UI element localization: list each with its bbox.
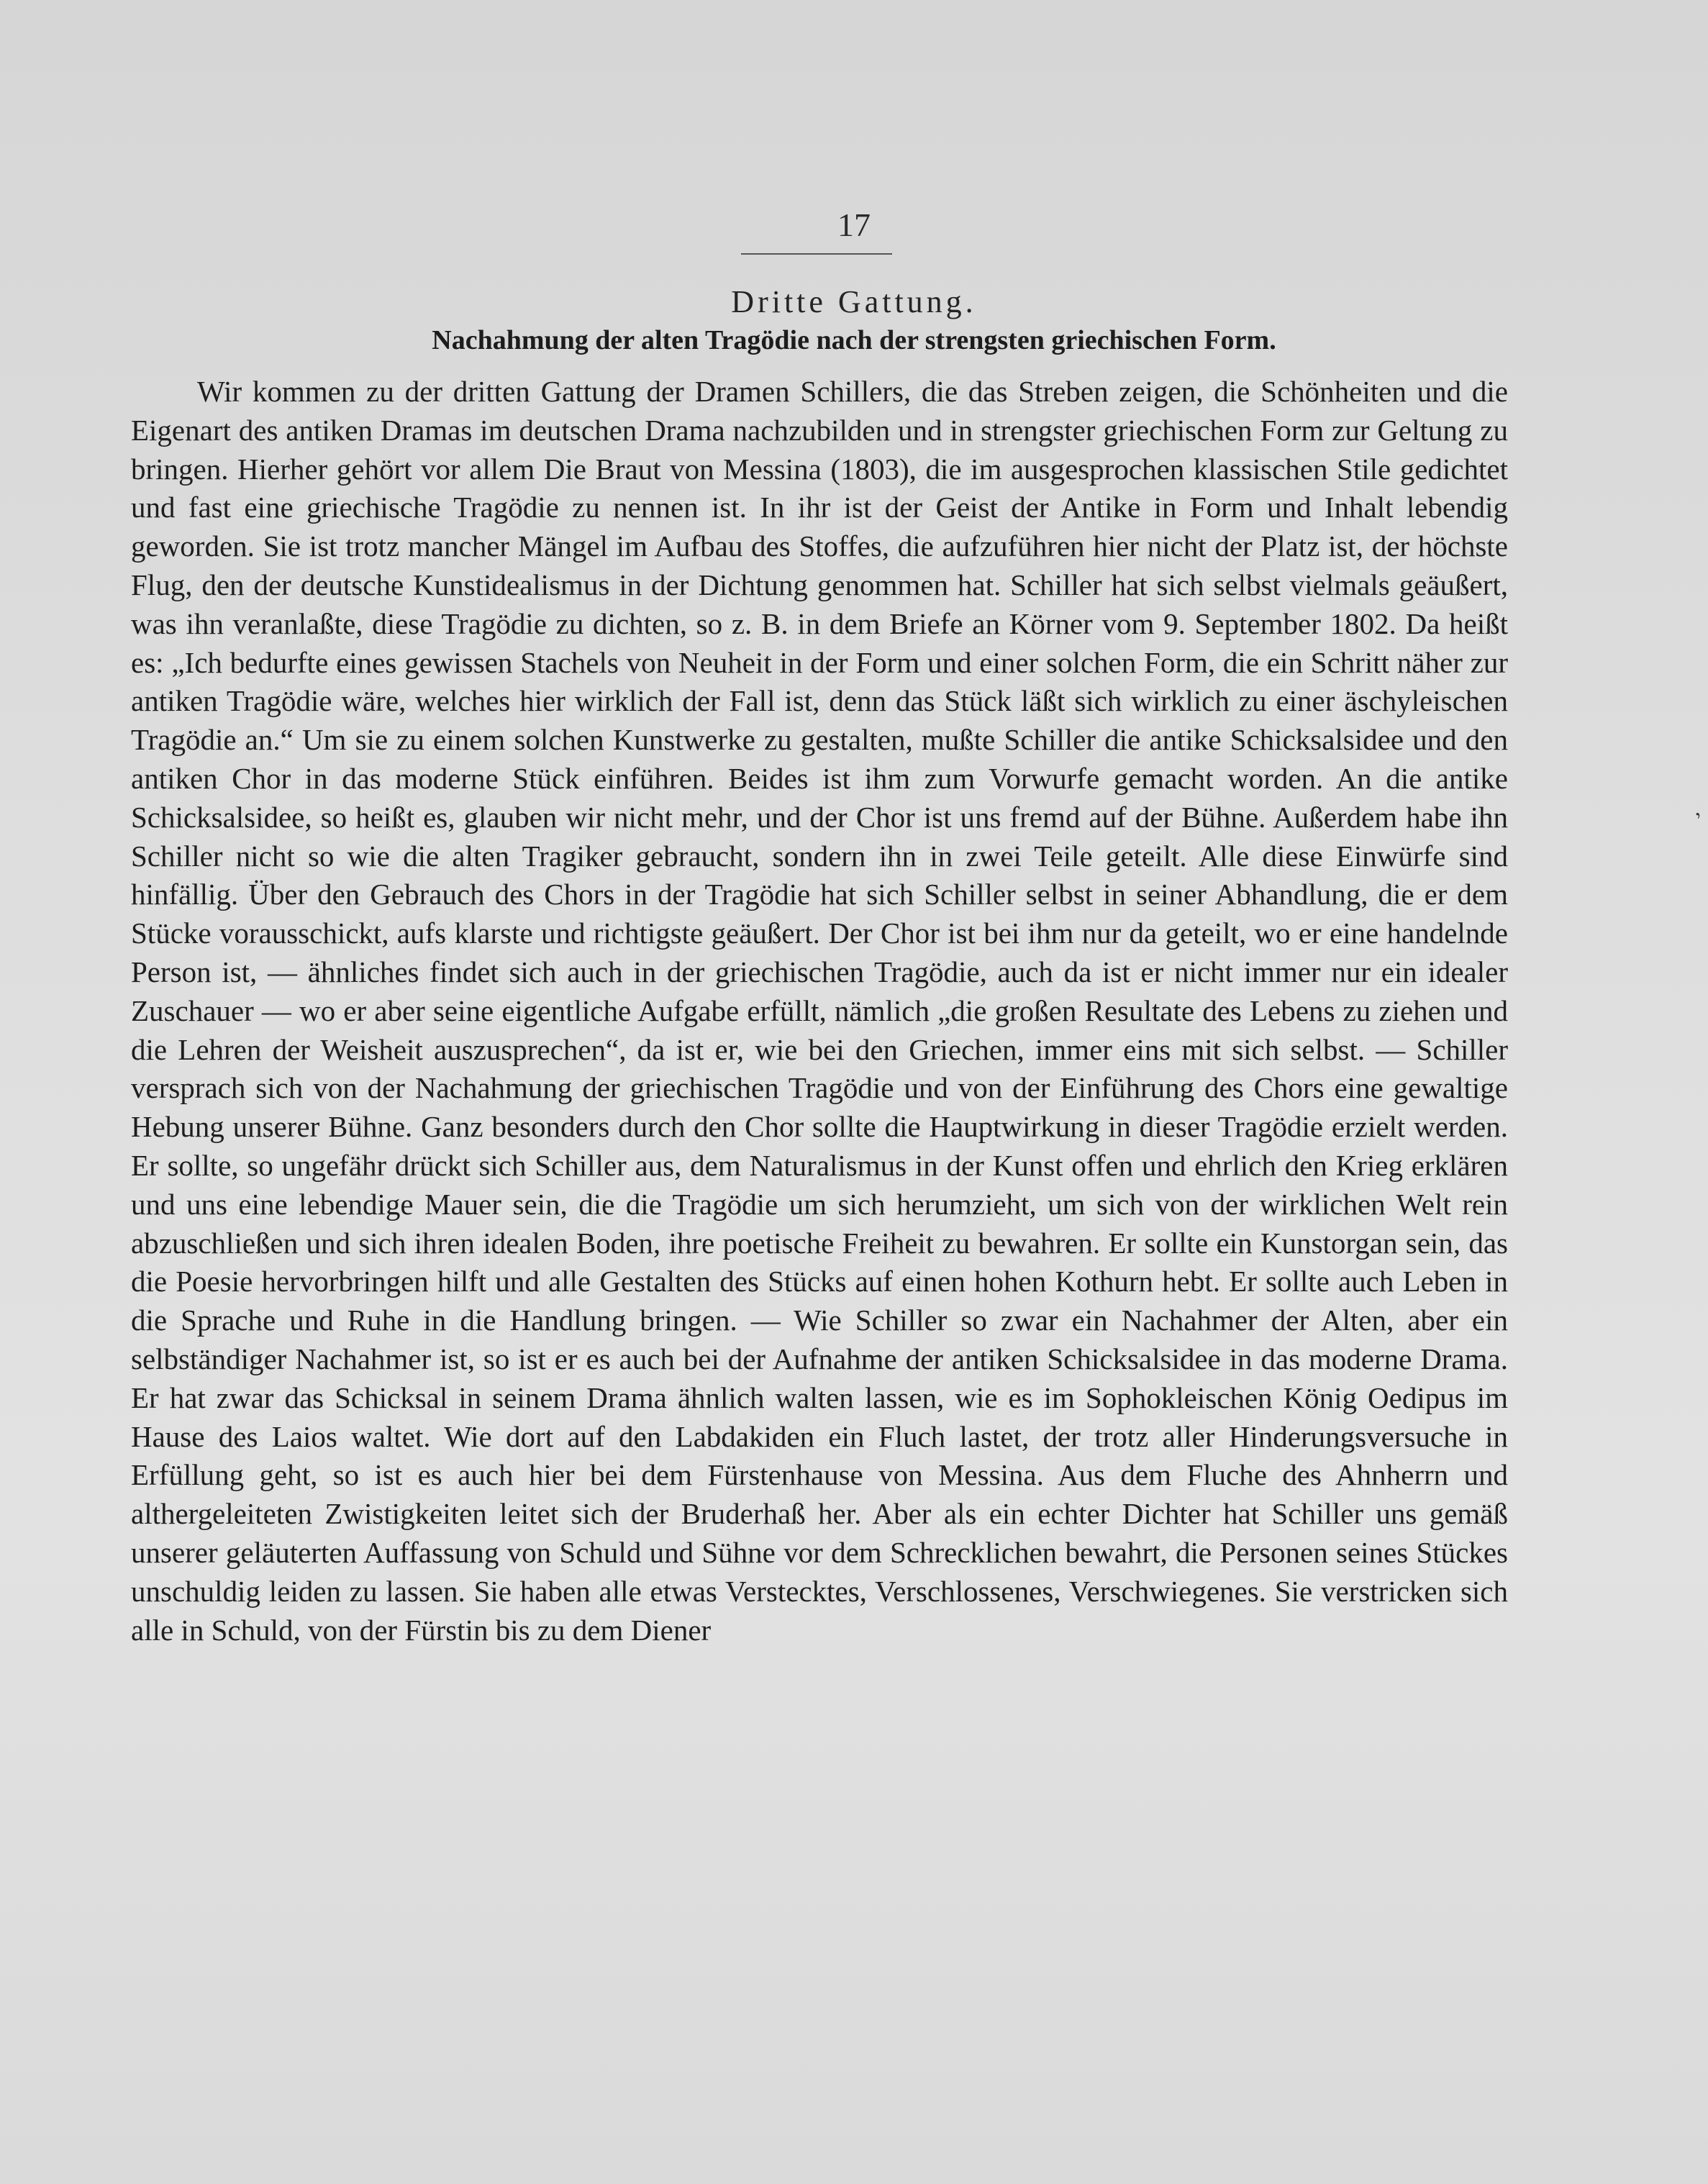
page-number-rule [741, 253, 892, 255]
body-paragraph: Wir kommen zu der dritten Gattung der Dramen Schillers, die das Streben zeigen, die Schönheiten und die Eigenart des antiken Dramas im deutschen Drama nachzubilden und in strengster griechischen Form zur Geltung zu bringen. Hierher gehört vor allem Die Braut von Messina (1803), die im ausgesprochen klassischen Stile gedichtet und fast eine griechische Tragödie zu nennen ist. In ihr ist der Geist der Antike in Form und Inhalt lebendig geworden. Sie ist trotz mancher Mängel im Aufbau des Stoffes, die aufzuführen hier nicht der Platz ist, der höchste Flug, den der deutsche Kunstidealismus in der Dichtung genommen hat. Schiller hat sich selbst vielmals geäußert, was ihn veranlaßte, diese Tragödie zu dichten, so z. B. in dem Briefe an Körner vom 9. September 1802. Da heißt es: „Ich bedurfte eines gewissen Stachels von Neuheit in der Form und einer solchen Form, die ein Schritt näher zur antiken Tragödie wäre, welches hier wirklich der Fall ist, denn das Stück läßt sich wirklich zu einer äschyleischen Tragödie an.“ Um sie zu einem solchen Kunstwerke zu gestalten, mußte Schiller die antike Schicksalsidee und den antiken Chor in das moderne Stück einführen. Beides ist ihm zum Vorwurfe gemacht worden. An die antike Schicksalsidee, so heißt es, glauben wir nicht mehr, und der Chor ist uns fremd auf der Bühne. Außerdem habe ihn Schiller nicht so wie die alten Tragiker gebraucht, sondern ihn in zwei Teile geteilt. Alle diese Einwürfe sind hinfällig. Über den Gebrauch des Chors in der Tragödie hat sich Schiller selbst in seiner Abhandlung, die er dem Stücke vorausschickt, aufs klarste und richtigste geäußert. Der Chor ist bei ihm nur da geteilt, wo er eine handelnde Person ist, — ähnliches findet sich auch in der griechischen Tragödie, auch da ist er nicht immer nur ein idealer Zuschauer — wo er aber seine eigentliche Aufgabe erfüllt, nämlich „die großen Resultate des Lebens zu ziehen und die Lehren der Weisheit auszusprechen“, da ist er, wie bei den Griechen, immer eins mit sich selbst. — Schiller versprach sich von der Nachahmung der griechischen Tragödie und von der Einführung des Chors eine gewaltige Hebung unserer Bühne. Ganz besonders durch den Chor sollte die Hauptwirkung in dieser Tragödie erzielt werden. Er sollte, so ungefähr drückt sich Schiller aus, dem Naturalismus in der Kunst offen und ehrlich den Krieg erklären und uns eine lebendige Mauer sein, die die Tragödie um sich herumzieht, um sich von der wirklichen Welt rein abzuschließen und sich ihren idealen Boden, ihre poetische Freiheit zu bewahren. Er sollte ein Kunstorgan sein, das die Poesie hervorbringen hilft und alle Gestalten des Stücks auf einen hohen Kothurn hebt. Er sollte auch Leben in die Sprache und Ruhe in die Handlung bringen. — Wie Schiller so zwar ein Nachahmer der Alten, aber ein selbständiger Nachahmer ist, so ist er es auch bei der Aufnahme der antiken Schicksalsidee in das moderne Drama. Er hat zwar das Schicksal in seinem Drama ähnlich walten lassen, wie es im Sophokleischen König Oedipus im Hause des Laios waltet. Wie dort auf den Labdakiden ein Fluch lastet, der trotz aller Hinderungsversuche in Erfüllung geht, so ist es auch hier bei dem Fürstenhause von Messina. Aus dem Fluche des Ahnherrn und althergeleiteten Zwistigkeiten leitet sich der Bruderhaß her. Aber als ein echter Dichter hat Schiller uns gemäß unserer geläuterten Auffassung von Schuld und Sühne vor dem Schrecklichen bewahrt, die Personen seines Stückes unschuldig leiden zu lassen. Sie haben alle etwas Verstecktes, Verschlossenes, Verschwiegenes. Sie verstricken sich alle in Schuld, von der Fürstin bis zu dem Diener [131, 375, 1508, 1647]
section-title: Dritte Gattung. [731, 284, 977, 319]
margin-speck: , [1686, 797, 1703, 821]
section-subtitle: Nachahmung der alten Tragödie nach der strengsten griechischen Form. [432, 325, 1276, 355]
page-number: 17 [837, 206, 871, 243]
